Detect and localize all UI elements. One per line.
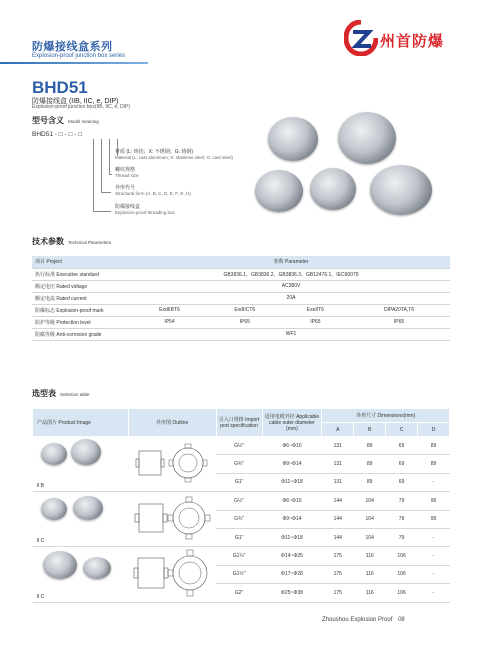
thread-cell: G½" (216, 492, 262, 510)
note-structure: 外形代号 Structural form (A, B, C, D, E, F, G, H) (115, 185, 191, 196)
page-number: 08 (398, 617, 405, 623)
dim-b-cell: 104 (354, 528, 386, 546)
dim-a-cell: 144 (322, 528, 354, 546)
header-cell: 产品图片 Product Image (33, 409, 129, 437)
dim-c-cell: 106 (386, 547, 418, 565)
model-code: BHD51 - □ - □ - □ (32, 131, 83, 138)
header-cell: C (386, 423, 418, 437)
code-connector (101, 139, 102, 193)
thread-cell: G1½" (216, 565, 262, 583)
code-connector (93, 211, 111, 212)
dim-b-cell: 104 (354, 492, 386, 510)
dim-b-cell: 89 (354, 473, 386, 491)
dim-d-cell: 89 (418, 455, 450, 473)
table-row (33, 492, 450, 510)
dim-b-cell: 116 (354, 584, 386, 602)
product-photo (41, 498, 67, 520)
row-label: 执行标准 Executive standard (32, 268, 132, 280)
dim-d-cell: - (418, 584, 450, 602)
product-photo (255, 170, 303, 212)
dim-b-cell: 104 (354, 510, 386, 528)
code-connector (109, 139, 110, 175)
dim-d-cell: 95 (418, 510, 450, 528)
row-label: 防腐等级 Anti-corrosion grade (32, 328, 132, 340)
code-connector (93, 139, 94, 212)
table-row (32, 328, 450, 340)
row-value: IP65 (283, 316, 349, 328)
dim-c-cell: 69 (386, 473, 418, 491)
product-photo (43, 551, 77, 579)
dim-b-cell: 89 (354, 455, 386, 473)
selection-title-en: Selection table (60, 392, 90, 397)
dim-c-cell: 79 (386, 492, 418, 510)
product-model: BHD51 (32, 78, 88, 97)
product-name-en: Explosion-proof junction box(IIB, IIC, e, DIP) (32, 104, 131, 110)
header-cell: 适用电缆外径 Applicable cable outer diameter (mm) (262, 409, 322, 437)
dim-d-cell: 89 (418, 437, 450, 455)
thread-cell: G1" (216, 528, 262, 546)
header-rule (0, 62, 148, 64)
brand-logo (344, 20, 454, 60)
dim-a-cell: 131 (322, 455, 354, 473)
product-image-cell (33, 547, 129, 602)
cable-cell: Φ11~Φ18 (262, 528, 322, 546)
technical-title-cn: 技术参数 (32, 237, 64, 246)
row-value: ExdIICT6 (207, 304, 283, 316)
row-value: GB3836.1、GB3836.2、GB3836.3、GB12476.1、IEC60079 (132, 268, 450, 280)
technical-title (32, 236, 111, 247)
series-title: 防爆接线盒系列 (32, 41, 113, 53)
table-row (32, 280, 450, 292)
product-photo (73, 496, 103, 520)
dim-d-cell: - (418, 473, 450, 491)
note-material: 材质 (L: 铸铝；X: 不锈钢；G: 铸钢) Material (L: cast aluminum; X: stainless steel; G: cast steel) (115, 149, 234, 160)
row-label: 额定电流 Rated current (32, 292, 132, 304)
product-photo (310, 168, 356, 210)
cable-cell: Φ6~Φ10 (262, 492, 322, 510)
selection-title-cn: 选型表 (32, 389, 56, 398)
dim-b-cell: 89 (354, 437, 386, 455)
outline-drawing-icon (133, 494, 211, 542)
dim-a-cell: 175 (322, 547, 354, 565)
dim-d-cell: - (418, 565, 450, 583)
row-value: AC380V (132, 280, 450, 292)
row-value: ExdIIBT6 (132, 304, 207, 316)
product-name-cn: 防爆接线盒 (IIB, IIC, e, DIP) (32, 98, 119, 105)
cable-cell: Φ9~Φ14 (262, 455, 322, 473)
dim-c-cell: 79 (386, 528, 418, 546)
outline-cell (128, 547, 216, 602)
dim-b-cell: 116 (354, 547, 386, 565)
dim-c-cell: 106 (386, 584, 418, 602)
row-value: IP54 (132, 316, 207, 328)
dim-c-cell: 69 (386, 437, 418, 455)
outline-cell (128, 492, 216, 547)
cable-cell: Φ25~Φ38 (262, 584, 322, 602)
logo-mark-icon (344, 20, 378, 56)
dim-c-cell: 79 (386, 510, 418, 528)
product-image-cell (33, 437, 129, 492)
cable-cell: Φ9~Φ14 (262, 510, 322, 528)
header-cell: 引入口规格 Import port specification (216, 409, 262, 437)
thread-cell: G1¼" (216, 547, 262, 565)
dim-d-cell: 95 (418, 492, 450, 510)
header-cell: 项目 Project (32, 256, 132, 268)
row-value: ExeIIT6 (283, 304, 349, 316)
cable-cell: Φ17~Φ28 (262, 565, 322, 583)
header-cell: 外形尺寸 Dimensions(mm) (322, 409, 450, 423)
cable-cell: Φ14~Φ25 (262, 547, 322, 565)
logo-text: 州首防爆 (380, 32, 445, 50)
dim-a-cell: 175 (322, 565, 354, 583)
dim-c-cell: 69 (386, 455, 418, 473)
table-header-row (32, 256, 450, 268)
cable-cell: Φ11~Φ18 (262, 473, 322, 491)
thread-cell: G½" (216, 437, 262, 455)
row-value: 20A (132, 292, 450, 304)
thread-cell: G2" (216, 584, 262, 602)
product-photo (83, 557, 111, 579)
thread-cell: G1" (216, 473, 262, 491)
table-row (32, 268, 450, 280)
dim-d-cell: - (418, 547, 450, 565)
thread-cell: G¾" (216, 510, 262, 528)
technical-table (32, 256, 450, 341)
technical-title-en: Technical Parameters (68, 240, 112, 245)
selection-table (32, 408, 450, 603)
row-label: 防爆标志 Explosion-proof mark (32, 304, 132, 316)
code-connector (101, 192, 111, 193)
dim-b-cell: 116 (354, 565, 386, 583)
series-subtitle: Explosion-proof junction box series (32, 53, 126, 59)
header-cell: 外形图 Outline (128, 409, 216, 437)
dim-a-cell: 131 (322, 437, 354, 455)
model-meaning-title (32, 115, 99, 126)
row-label: 防护等级 Protection level (32, 316, 132, 328)
row-value: DIPA20TA,T6 (348, 304, 450, 316)
table-row (32, 292, 450, 304)
code-connector (109, 174, 112, 175)
row-label: 额定电压 Rated voltage (32, 280, 132, 292)
header-cell: D (418, 423, 450, 437)
dim-a-cell: 131 (322, 473, 354, 491)
outline-drawing-icon (133, 548, 211, 598)
dim-d-cell: - (418, 528, 450, 546)
dim-a-cell: 144 (322, 492, 354, 510)
dim-c-cell: 106 (386, 565, 418, 583)
table-row (33, 437, 450, 455)
group-label: II B (36, 483, 45, 490)
row-value: WF1 (132, 328, 450, 340)
row-value: IP65 (207, 316, 283, 328)
page-footer (322, 617, 405, 623)
product-photo (268, 117, 318, 161)
dim-a-cell: 175 (322, 584, 354, 602)
cable-cell: Φ6~Φ10 (262, 437, 322, 455)
row-value: IP65 (348, 316, 450, 328)
outline-drawing-icon (133, 439, 211, 487)
note-box: 防爆接线盒 Explosion-proof threading box (115, 204, 175, 215)
note-thread: 螺纹规格 Thread size (115, 167, 139, 178)
product-photo (370, 165, 432, 215)
thread-cell: G¾" (216, 455, 262, 473)
table-row (32, 304, 450, 316)
table-row (33, 547, 450, 565)
model-meaning-title-cn: 型号含义 (32, 116, 64, 125)
header-cell: 参数 Parameter (132, 256, 450, 268)
table-row (32, 316, 450, 328)
header-cell: B (354, 423, 386, 437)
model-meaning-title-en: Model meaning (68, 119, 99, 124)
selection-title (32, 388, 90, 399)
product-image-cell (33, 492, 129, 547)
product-photo (41, 443, 67, 465)
dim-a-cell: 144 (322, 510, 354, 528)
outline-cell (128, 437, 216, 492)
group-label: II C (36, 538, 45, 545)
product-photo (71, 439, 101, 465)
product-photo (338, 112, 396, 164)
header-cell: A (322, 423, 354, 437)
table-header-row (33, 409, 450, 423)
group-label: II C (36, 593, 45, 600)
footer-company: Zhoushou Explosion Proof (322, 617, 393, 623)
